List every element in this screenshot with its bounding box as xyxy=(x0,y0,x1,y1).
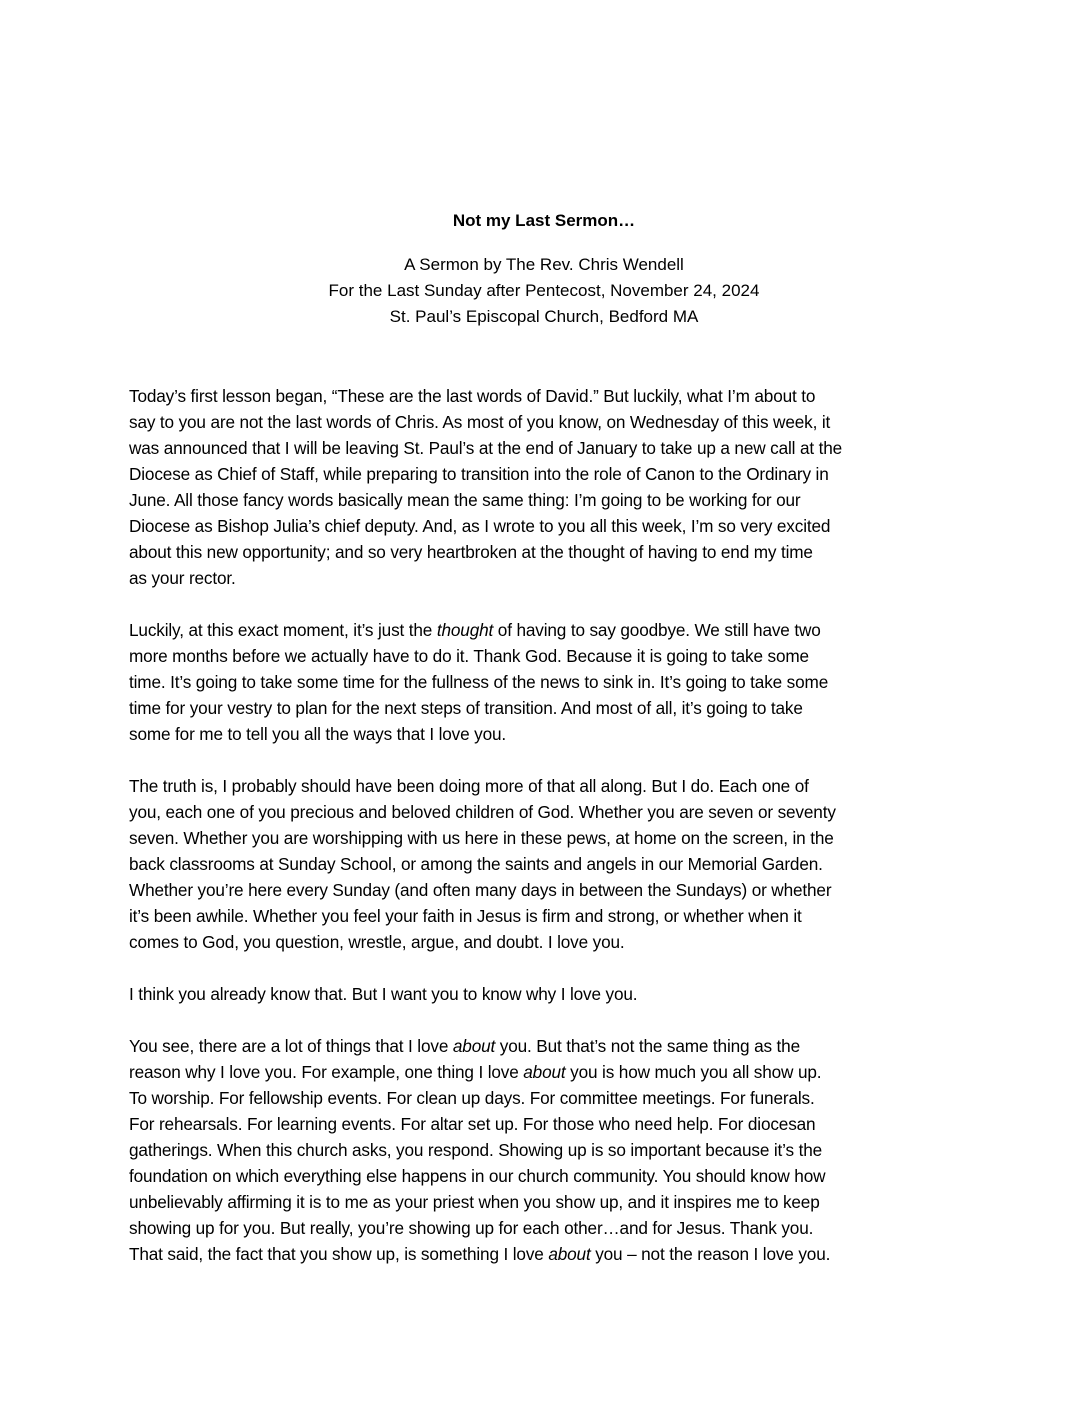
text-run: was announced that I will be leaving St. Paul’s at the end of January to take up a new call at the xyxy=(129,438,843,458)
text-run: To worship. For fellowship events. For clean up days. For committee meetings. For funerals. xyxy=(129,1088,815,1108)
text-run: it’s been awhile. Whether you feel your faith in Jesus is firm and strong, or whether when it xyxy=(129,906,802,926)
paragraph xyxy=(129,1033,959,1267)
text-line xyxy=(129,1059,959,1085)
text-run: Diocese as Chief of Staff, while preparing to transition into the role of Canon to the Ordinary in xyxy=(129,464,829,484)
text-line xyxy=(129,1085,959,1111)
emphasis-text: about xyxy=(523,1062,566,1082)
sermon-title: Not my Last Sermon… xyxy=(452,211,636,230)
text-line xyxy=(129,981,959,1007)
paragraph xyxy=(129,773,959,955)
text-run: I think you already know that. But I want you to know why I love you. xyxy=(129,984,638,1004)
text-line xyxy=(129,461,959,487)
text-run: June. All those fancy words basically mean the same thing: I’m going to be working for our xyxy=(129,490,801,510)
text-run: time for your vestry to plan for the next steps of transition. And most of all, it’s going to take xyxy=(129,698,803,718)
text-run: you is how much you all show up. xyxy=(565,1062,822,1082)
byline-author: A Sermon by The Rev. Chris Wendell xyxy=(404,255,684,274)
text-run: Whether you’re here every Sunday (and often many days in between the Sundays) or whether xyxy=(129,880,832,900)
text-line xyxy=(129,513,959,539)
text-run: foundation on which everything else happens in our church community. You should know how xyxy=(129,1166,826,1186)
text-run: about this new opportunity; and so very heartbroken at the thought of having to end my time xyxy=(129,542,813,562)
text-line xyxy=(129,773,959,799)
text-line xyxy=(129,1137,959,1163)
text-run: time. It’s going to take some time for the fullness of the news to sink in. It’s going to take some xyxy=(129,672,829,692)
sermon-text xyxy=(129,383,959,1267)
text-line xyxy=(129,721,959,747)
text-run: For rehearsals. For learning events. For altar set up. For those who need help. For diocesan xyxy=(129,1114,816,1134)
text-line xyxy=(129,539,959,565)
text-run: Luckily, at this exact moment, it’s just the xyxy=(129,620,437,640)
text-run: you. But that’s not the same thing as the xyxy=(495,1036,801,1056)
text-run: back classrooms at Sunday School, or among the saints and angels in our Memorial Garden. xyxy=(129,854,823,874)
text-line xyxy=(129,695,959,721)
text-line xyxy=(129,1241,959,1267)
text-line xyxy=(129,799,959,825)
text-line xyxy=(129,1111,959,1137)
text-run: comes to God, you question, wrestle, argue, and doubt. I love you. xyxy=(129,932,625,952)
text-line xyxy=(129,1163,959,1189)
paragraph xyxy=(129,617,959,747)
text-line xyxy=(129,409,959,435)
text-line xyxy=(129,929,959,955)
text-line xyxy=(129,1215,959,1241)
text-run: showing up for you. But really, you’re showing up for each other…and for Jesus. Thank you. xyxy=(129,1218,814,1238)
text-line xyxy=(129,617,959,643)
text-run: seven. Whether you are worshipping with us here in these pews, at home on the screen, in the xyxy=(129,828,834,848)
paragraph xyxy=(129,981,959,1007)
text-run: say to you are not the last words of Chris. As most of you know, on Wednesday of this week, it xyxy=(129,412,831,432)
text-line xyxy=(129,1189,959,1215)
text-line xyxy=(129,643,959,669)
text-line xyxy=(129,435,959,461)
text-run: You see, there are a lot of things that I love xyxy=(129,1036,453,1056)
text-line xyxy=(129,903,959,929)
text-run: Diocese as Bishop Julia’s chief deputy. And, as I wrote to you all this week, I’m so very excited xyxy=(129,516,831,536)
paragraph xyxy=(129,383,959,591)
text-run: more months before we actually have to do it. Thank God. Because it is going to take some xyxy=(129,646,809,666)
text-line xyxy=(129,487,959,513)
text-line xyxy=(129,851,959,877)
text-run: Today’s first lesson began, “These are the last words of David.” But luckily, what I’m about to xyxy=(129,386,816,406)
text-run: gatherings. When this church asks, you respond. Showing up is so important because it’s the xyxy=(129,1140,823,1160)
text-run: That said, the fact that you show up, is something I love xyxy=(129,1244,549,1264)
text-line xyxy=(129,669,959,695)
document-body xyxy=(129,208,959,1293)
text-line xyxy=(129,825,959,851)
text-run: you – not the reason I love you. xyxy=(590,1244,831,1264)
text-run: unbelievably affirming it is to me as your priest when you show up, and it inspires me to keep xyxy=(129,1192,820,1212)
text-line xyxy=(129,877,959,903)
emphasis-text: about xyxy=(452,1036,496,1056)
byline-church: St. Paul’s Episcopal Church, Bedford MA xyxy=(389,307,699,326)
text-run: you, each one of you precious and beloved children of God. Whether you are seven or seventy xyxy=(129,802,836,822)
text-run: some for me to tell you all the ways that I love you. xyxy=(129,724,507,744)
text-run: as your rector. xyxy=(129,568,236,588)
text-line xyxy=(129,565,959,591)
emphasis-text: about xyxy=(548,1244,591,1264)
text-run: of having to say goodbye. We still have two xyxy=(493,620,821,640)
sermon-byline xyxy=(129,252,959,330)
text-run: reason why I love you. For example, one thing I love xyxy=(129,1062,524,1082)
text-run: The truth is, I probably should have been doing more of that all along. But I do. Each one of xyxy=(129,776,809,796)
byline-occasion: For the Last Sunday after Pentecost, November 24, 2024 xyxy=(328,281,760,300)
emphasis-text: thought xyxy=(436,620,494,640)
text-line xyxy=(129,1033,959,1059)
text-line xyxy=(129,383,959,409)
